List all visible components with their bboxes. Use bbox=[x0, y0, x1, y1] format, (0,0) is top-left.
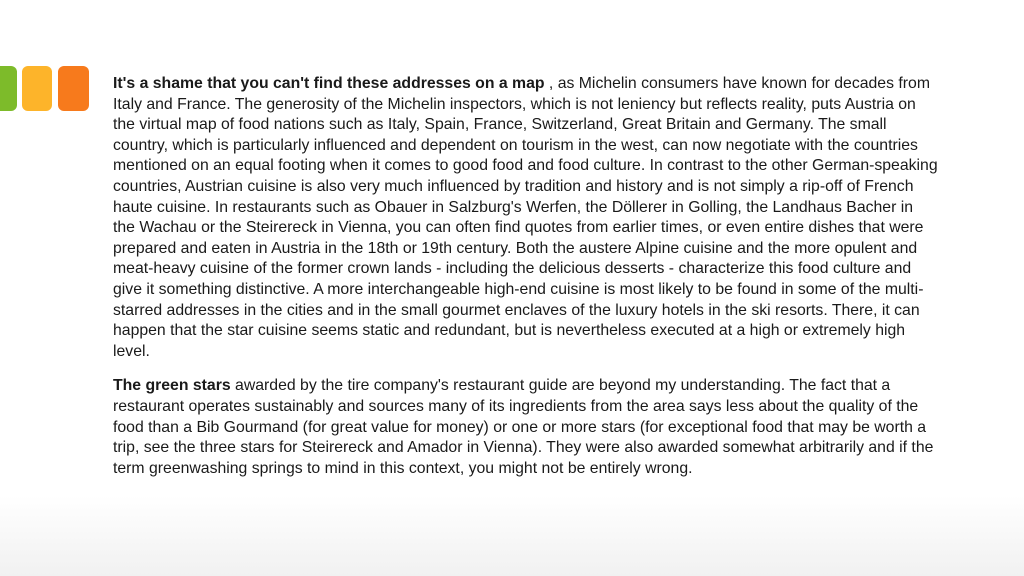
paragraph-2-lead: The green stars bbox=[113, 377, 231, 395]
paragraph-1-lead: It's a shame that you can't find these addresses on a map bbox=[113, 75, 545, 92]
yellow-block bbox=[22, 66, 52, 111]
orange-block bbox=[58, 66, 89, 111]
text-content bbox=[113, 74, 939, 493]
paragraph-2-body: awarded by the tire company's restaurant guide are beyond my understanding. The fact that a restaurant operates sustainably and sources many of its ingredients from the area says less about the quality of the food than a Bib Gourmand (for great value for money) or one or more stars (for exceptional food that may be worth a trip, see the three stars for Steirereck and Amador in Vienna). They were also awarded somewhat arbitrarily and if the term greenwashing springs to mind in this context, you might not be entirely wrong. bbox=[113, 377, 934, 477]
paragraph-1-body: , as Michelin consumers have known for decades from Italy and France. The generosity of the Michelin inspectors, which is not leniency but reflects reality, puts Austria on the virtual map of food nations such as Italy, Spain, France, Switzerland, Great Britain and Germany. The small country, which is particularly influenced and dependent on tourism in the west, can now negotiate with the countries mentioned on an equal footing when it comes to good food and food culture. In contrast to the other German-speaking countries, Austrian cuisine is also very much influenced by tradition and history and is not simply a rip-off of French haute cuisine. In restaurants such as Obauer in Salzburg's Werfen, the Döllerer in Golling, the Landhaus Bacher in the Wachau or the Steirereck in Vienna, you can often find quotes from earlier times, or even entire dishes that were prepared and eaten in Austria in the 18th or 19th century. Both the austere Alpine cuisine and the more opulent and meat-heavy cuisine of the former crown lands - including the delicious desserts - characterize this food culture and give it something distinctive. A more interchangeable high-end cuisine is most likely to be found in some of the multi-starred addresses in the cities and in the small gourmet enclaves of the luxury hotels in the ski resorts. There, it can happen that the star cuisine seems static and redundant, but is nevertheless executed at a high or extremely high level. bbox=[113, 75, 938, 360]
green-block bbox=[0, 66, 17, 111]
decorative-color-blocks bbox=[0, 66, 92, 112]
paragraph-1 bbox=[113, 74, 939, 362]
paragraph-2 bbox=[113, 376, 939, 479]
